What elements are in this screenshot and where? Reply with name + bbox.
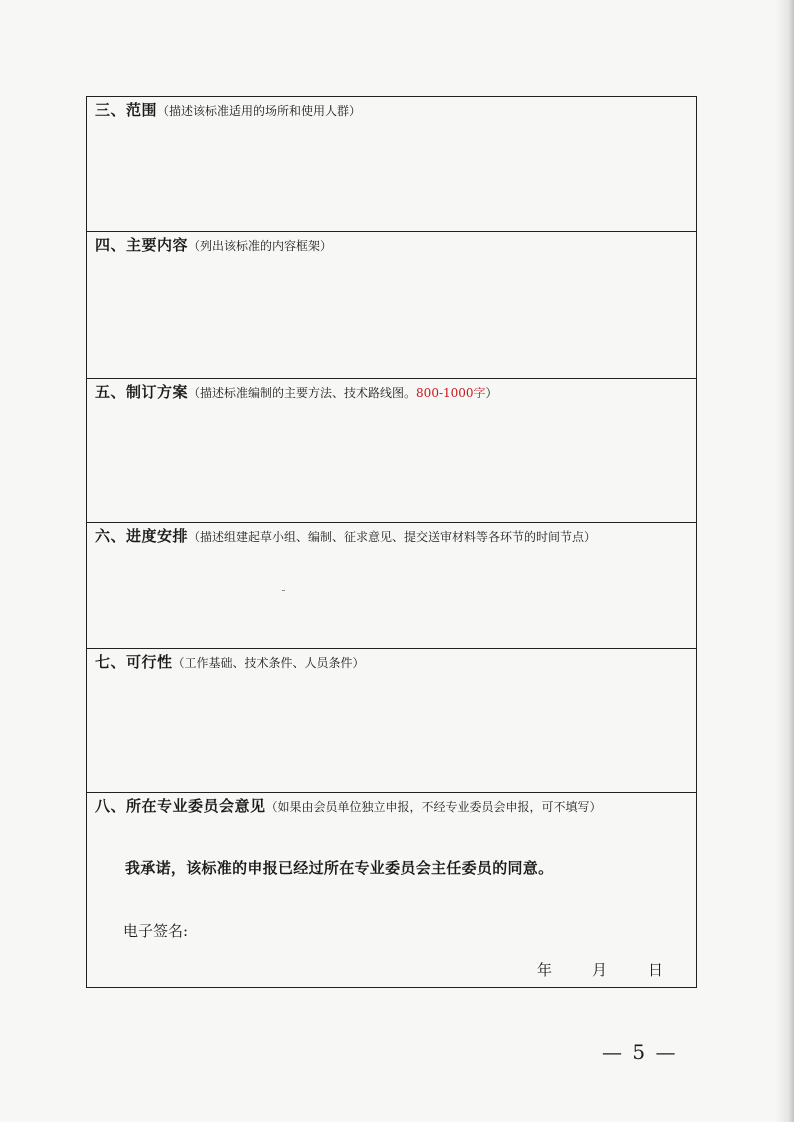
section-desc-open: （ [188, 386, 201, 400]
section-header [95, 527, 596, 546]
section-desc-open: （ [172, 656, 185, 670]
electronic-signature-label: 电子签名: [123, 922, 189, 940]
section-description: 列出该标准的内容框架 [200, 239, 321, 253]
section-formulation-plan[interactable] [87, 379, 696, 523]
section-feasibility[interactable] [87, 649, 696, 793]
section-title: 八、所在专业委员会意见 [95, 797, 266, 815]
committee-pledge: 我承诺，该标准的申报已经过所在专业委员会主任委员的同意。 [125, 859, 554, 877]
section-desc-open: （ [157, 104, 170, 118]
section-desc-open: （ [188, 530, 201, 544]
section-title: 五、制订方案 [95, 383, 189, 401]
section-desc-close: ） [349, 104, 362, 118]
scan-edge-shadow [776, 0, 794, 1122]
section-title: 三、范围 [95, 101, 158, 119]
application-form-table [86, 96, 697, 988]
section-desc-close: ） [352, 656, 365, 670]
section-scope[interactable] [87, 97, 696, 232]
section-description: 描述组建起草小组、编制、征求意见、提交送审材料等各环节的时间节点 [200, 530, 585, 544]
section-description: 描述标准编制的主要方法、技术路线图。 [200, 386, 417, 400]
date-month-label: 月 [592, 961, 608, 979]
section-description: 描述该标准适用的场所和使用人群 [169, 104, 350, 118]
section-schedule[interactable] [87, 523, 696, 649]
section-title: 六、进度安排 [95, 527, 189, 545]
section-title: 七、可行性 [95, 653, 173, 671]
section-committee-opinion[interactable] [87, 793, 696, 987]
section-header [95, 383, 498, 402]
section-header [95, 101, 361, 120]
page-number: — 5 — [602, 1040, 678, 1064]
section-desc-close: ） [320, 239, 333, 253]
section-header [95, 797, 602, 816]
section-description: 工作基础、技术条件、人员条件 [184, 656, 353, 670]
section-header [95, 653, 365, 672]
date-day-label: 日 [648, 961, 664, 979]
section-desc-close: ） [589, 800, 602, 814]
section-desc-close: ） [584, 530, 597, 544]
word-count-requirement: 800-1000字 [416, 386, 486, 400]
section-title: 四、主要内容 [95, 236, 189, 254]
section-desc-open: （ [188, 239, 201, 253]
scan-speck [282, 590, 285, 591]
section-main-content[interactable] [87, 232, 696, 379]
date-year-label: 年 [537, 961, 553, 979]
section-header [95, 236, 332, 255]
section-desc-close: ） [485, 386, 498, 400]
section-description: 如果由会员单位独立申报，不经专业委员会申报，可不填写 [277, 800, 590, 814]
section-desc-open: （ [265, 800, 278, 814]
